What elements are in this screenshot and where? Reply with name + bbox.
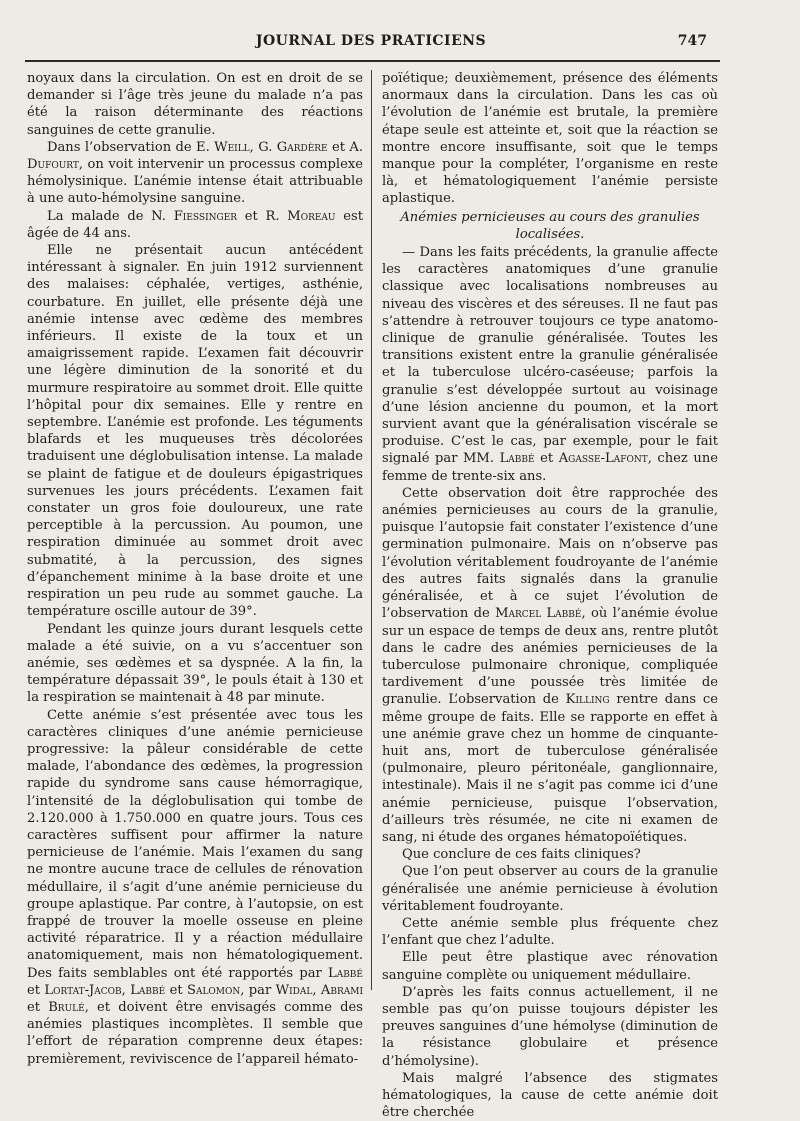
section-subtitle: Anémies pernicieuses au cours des granulies localisées. (400, 209, 700, 242)
paragraph: D’après les faits connus actuellement, il ne semble pas qu’on puisse toujours dépister les preuves sanguines d’une hémolyse (diminution de la résistance globulaire et présence d’hémolysine). (382, 984, 718, 1069)
column-divider (371, 70, 372, 990)
header-rule (25, 60, 720, 62)
paragraph: Mais malgré l’absence des stigmates hématologiques, la cause de cette anémie doit être cherchée (382, 1070, 718, 1121)
paragraph: Pendant les quinze jours durant lesquels cette malade a été suivie, on a vu s’accentuer son anémie, ses œdèmes et sa dyspnée. A la fin, la température dépassait 39°, le pouls était à 130 et la respiration se maintenait à 48 par minute. (27, 621, 363, 706)
paragraph: Dans l’observation de E. Weill, G. Gardère et A. Dufourt, on voit intervenir un processus complexe hémolysinique. L’anémie intense était attribuable à une auto-hémolysine sanguine. (27, 139, 363, 207)
journal-title: JOURNAL DES PRATICIENS (255, 33, 487, 49)
paragraph: poïétique; deuxièmement, présence des éléments anormaux dans la circulation. Dans les cas où l’évolution de l’anémie est brutale, la première étape seule est atteinte et, soit que la réaction se montre encore insuffisante, soit que le temps manque pour la compléter, l’organisme en reste là, et hématologiquement l’anémie persiste aplastique. (382, 71, 718, 207)
page-number: 747 (677, 33, 707, 49)
paragraph: — Dans les faits précédents, la granulie affecte les caractères anatomiques d’une granulie classique avec localisations nombreuses au niveau des viscères et des séreuses. Il ne faut pas s’attendre à retrouver toujours ce type anatomo-clinique de granulie généralisée. Toutes les transitions existent entre la granulie généralisée et la tuberculose ulcéro-caséeuse; parfois la granulie s’est développée surtout au voisinage d’une lésion ancienne du poumon, et la mort survient avant que la généralisation viscérale se produise. C’est le cas, par exemple, pour le fait signalé par MM. Labbé et Agasse-Lafont, chez une femme de trente-six ans. (382, 245, 719, 484)
paragraph: Elle peut être plastique avec rénovation sanguine complète ou uniquement médullaire. (382, 950, 718, 983)
left-column (27, 70, 363, 1068)
right-column (382, 70, 718, 1121)
running-header (25, 33, 717, 55)
paragraph: Cette anémie s’est présentée avec tous les caractères cliniques d’une anémie pernicieuse progressive: la pâleur considérable de cette malade, l’abondance des œdèmes, la progression rapide du syndrome sans cause hémorragique, l’intensité de la déglobulisation qui tombe de 2.120.000 à 1.750.000 en quatre jours. Tous ces caractères suffisent pour affirmer la nature pernicieuse de l’anémie. Mais l’examen du sang ne montre aucune trace de cellules de rénovation médullaire, il s’agit d’une anémie pernicieuse du groupe aplastique. Par contre, à l’autopsie, on est frappé de trouver la moelle osseuse en pleine activité réparatrice. Il y a réaction médullaire anatomiquement, mais non hématologiquement. Des faits semblables ont été rapportés par Labbé et Lortat-Jacob, Labbé et Salomon, par Widal, Abrami et Brulé, et doivent être envisagés comme des anémies plastiques incomplètes. Il semble que l’effort de réparation comprenne deux étapes: premièrement, reviviscence de l’appareil hémato- (27, 707, 364, 1067)
paragraph: Que conclure de ces faits cliniques? (402, 847, 641, 863)
paragraph: noyaux dans la circulation. On est en droit de se demander si l’âge très jeune du malade n’a pas été la raison déterminante des réactions sanguines de cette granulie. (27, 71, 363, 138)
paragraph: Cette observation doit être rapprochée des anémies pernicieuses au cours de la granulie, puisque l’autopsie fait constater l’existence d’une germination pulmonaire. Mais on n’observe pas l’évolution véritablement foudroyante de l’anémie des autres faits signalés dans la granulie généralisée, et à ce sujet l’évolution de l’observation de Marcel Labbé, où l’anémie évolue sur un espace de temps de deux ans, rentre plutôt dans le cadre des anémies pernicieuses de la tuberculose pulmonaire chronique, compliquée tardivement d’une poussée très limitée de granulie. L’observation de Killing rentre dans ce même groupe de faits. Elle se rapporte en effet à une anémie grave chez un homme de cinquante-huit ans, mort de tuberculose généralisée (pulmonaire, pleuro péritonéale, ganglionnaire, intestinale). Mais il ne s’agit pas comme ici d’une anémie pernicieuse, puisque l’observation, d’ailleurs très résumée, ne cite ni examen de sang, ni étude des organes hématopoïétiques. (382, 485, 718, 845)
paragraph: La malade de N. Fiessinger et R. Moreau est âgée de 44 ans. (27, 208, 363, 241)
paragraph: Cette anémie semble plus fréquente chez l’enfant que chez l’adulte. (382, 915, 718, 949)
paragraph: Que l’on peut observer au cours de la granulie généralisée une anémie pernicieuse à évolution véritablement foudroyante. (382, 864, 718, 914)
paragraph: Elle ne présentait aucun antécédent intéressant à signaler. En juin 1912 surviennent des malaises: céphalée, vertiges, asthénie, courbature. En juillet, elle présente déjà une anémie intense avec œdème des membres inférieurs. Il existe de la toux et un amaigrissement rapide. L’examen fait découvrir une légère diminution de la sonorité et du murmure respiratoire au sommet droit. Elle quitte l’hôpital pour dix semaines. Elle y rentre en septembre. L’anémie est profonde. Les téguments blafards et les muqueuses très décolorées traduisent une déglobulisation intense. La malade se plaint de fatigue et de douleurs épigastriques survenues les jours précédents. L’examen fait constater un gros foie douloureux, une rate perceptible à la percussion. Au poumon, une respiration diminuée au sommet droit avec submatité, à la percussion, des signes d’épanchement minime à la base droite et une respiration un peu rude au sommet gauche. La température oscille autour de 39°. (27, 243, 363, 620)
